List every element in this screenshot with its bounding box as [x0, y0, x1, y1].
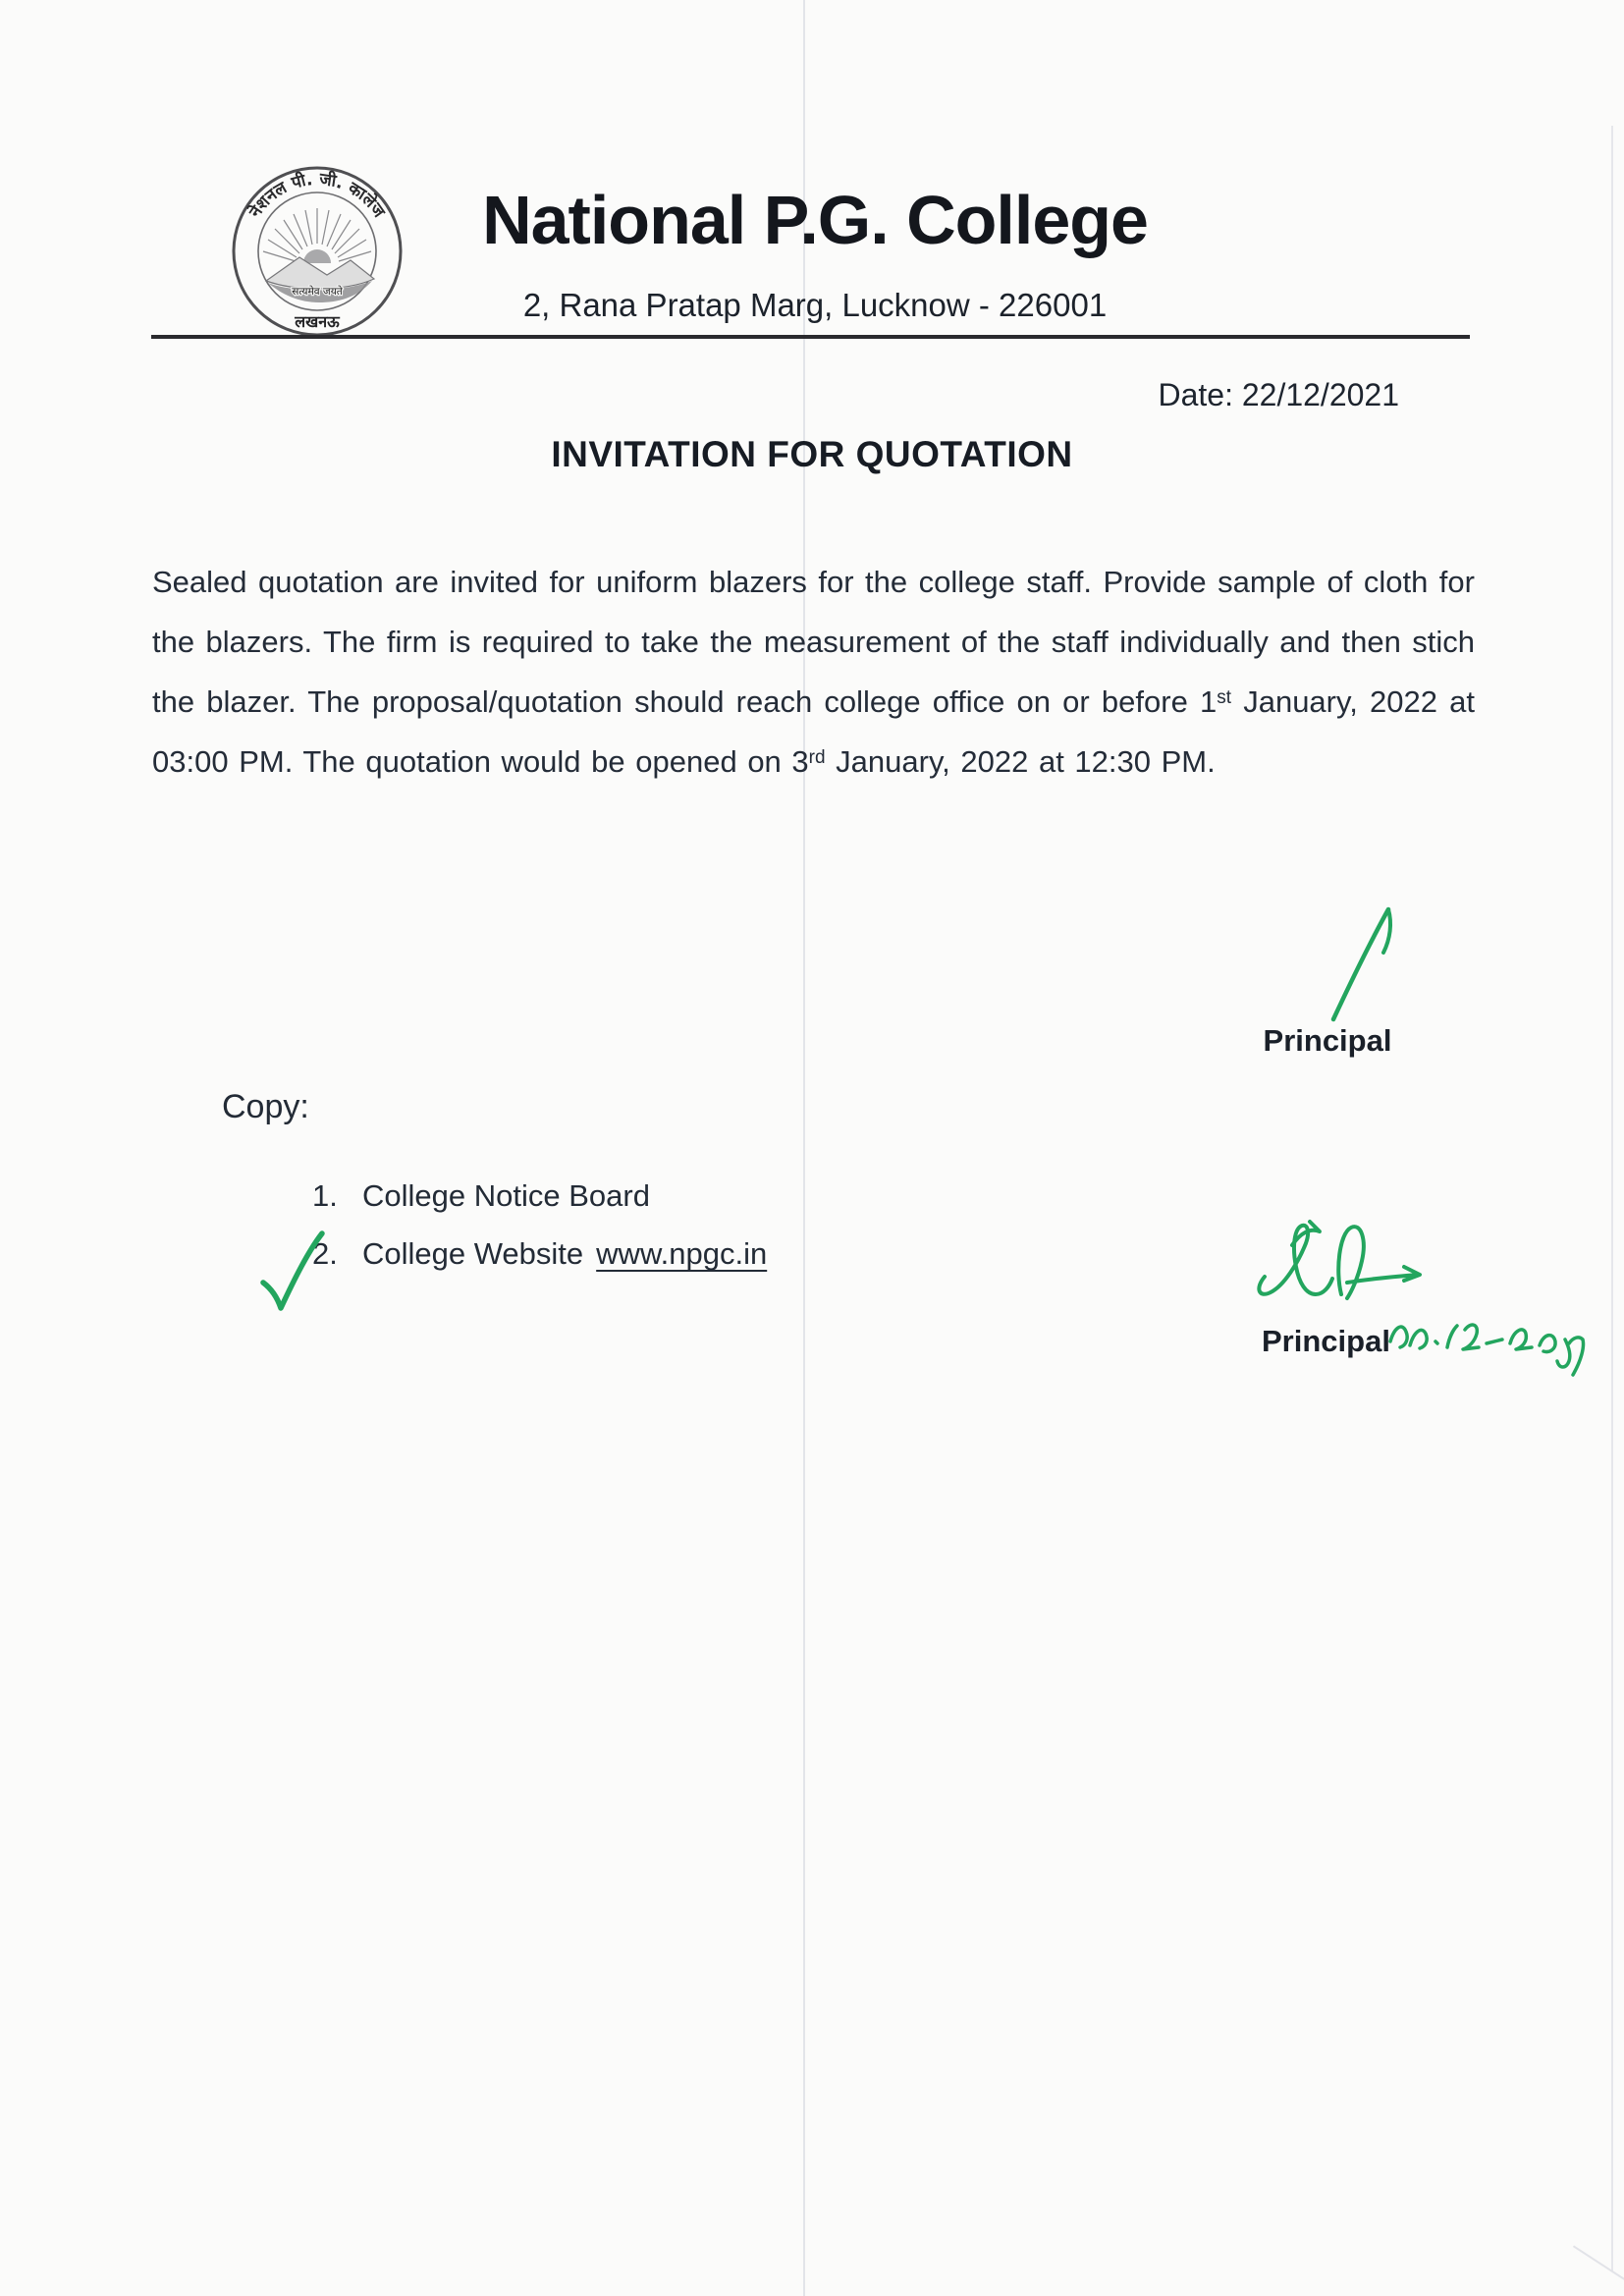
body-paragraph	[152, 552, 1475, 792]
college-name: National P.G. College	[482, 182, 1148, 258]
list-item-number: 2.	[312, 1236, 338, 1271]
list-item-text: College Notice Board	[362, 1178, 650, 1213]
seal-arc-text: नेशनल पी. जी. कालेज	[245, 169, 389, 222]
green-checkmark-icon	[259, 1230, 326, 1314]
principal-label-bottom: Principal	[1262, 1324, 1390, 1358]
ordinal-superscript: st	[1217, 687, 1232, 708]
scan-page-edge	[1611, 126, 1613, 2271]
copy-heading: Copy:	[222, 1088, 309, 1125]
seal-bottom-text: लखनऊ	[295, 312, 340, 331]
handwritten-date-scribble	[1384, 1300, 1618, 1379]
body-text-segment: January, 2022 at 12:30 PM.	[825, 744, 1216, 779]
body-text-segment: January, 2022 at 03:00 PM. The quotation would be opened on 3	[152, 684, 1475, 779]
list-item	[312, 1236, 767, 1272]
document-title: INVITATION FOR QUOTATION	[551, 434, 1073, 474]
body-text-segment: Sealed quotation are invited for uniform blazers for the college staff. Provide sample of cloth for the blazers. The firm is required to take the measurement of the staff individually and then stich the blazer. The proposal/quotation should reach college office on or before 1	[152, 565, 1475, 719]
document-date: Date: 22/12/2021	[1158, 377, 1399, 412]
list-item-text: College Website	[362, 1236, 584, 1271]
list-item-number: 1.	[312, 1178, 338, 1213]
principal-label-top: Principal	[1263, 1023, 1392, 1058]
header-divider	[151, 335, 1470, 339]
list-item	[312, 1178, 767, 1214]
copy-list	[312, 1178, 767, 1294]
ordinal-superscript: rd	[808, 747, 826, 768]
seal-band-text: सत्यमेव जयते	[292, 286, 343, 298]
college-address: 2, Rana Pratap Marg, Lucknow - 226001	[522, 287, 1108, 323]
paper-fold-line	[803, 0, 805, 2296]
college-website-link[interactable]: www.npgc.in	[596, 1236, 768, 1271]
principal-signature-stroke	[1326, 900, 1402, 1023]
scan-page-corner	[1573, 2245, 1624, 2289]
